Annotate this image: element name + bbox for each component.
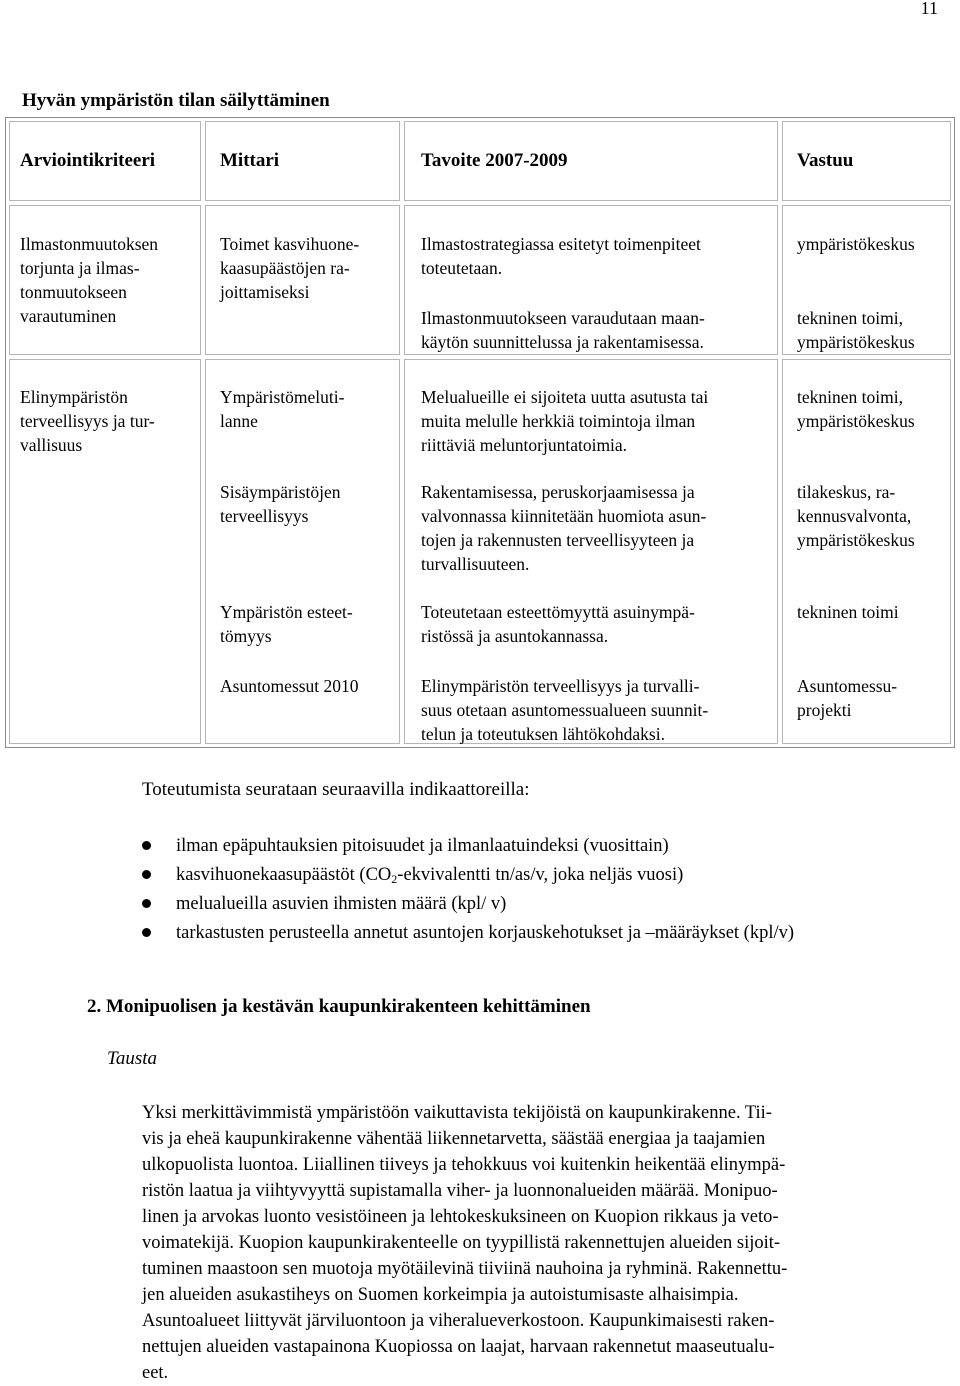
meter-noise: Ympäristömeluti- lanne: [220, 387, 345, 431]
resp-climate-adaptation: tekninen toimi, ympäristökeskus: [797, 308, 915, 352]
meter-greenhouse: Toimet kasvihuone- kaasupäästöjen ra- joittamiseksi: [220, 234, 360, 302]
goal-accessibility: Toteutetaan esteettömyyttä asuinympä- ristössä ja asuntokannassa.: [421, 602, 695, 646]
goal-climate-adaptation: Ilmastonmuutokseen varaudutaan maan- käytön suunnittelussa ja rakentamisessa.: [421, 308, 705, 352]
list-item: ilman epäpuhtauksien pitoisuudet ja ilmanlaatuindeksi (vuosittain): [142, 832, 794, 861]
column-header-meter: Mittari: [220, 150, 280, 171]
column-header-responsibility: Vastuu: [797, 150, 854, 171]
goal-indoor-health: Rakentamisessa, peruskorjaamisessa ja valvonnassa kiinnitetään huomiota asun- tojen ja rakennusten terveellisyyteen ja turvallisuuteen.: [421, 482, 707, 574]
bullet-icon: [142, 841, 151, 850]
bullet-icon: [142, 870, 151, 879]
indicators-intro: Toteutumista seurataan seuraavilla indikaattoreilla:: [142, 779, 530, 800]
list-item: kasvihuonekaasupäästöt (CO2-ekvivalentti tn/as/v, joka neljäs vuosi): [142, 861, 794, 890]
resp-accessibility: tekninen toimi: [797, 602, 899, 622]
meter-housing-fair: Asuntomessut 2010: [220, 676, 359, 696]
resp-noise: tekninen toimi, ympäristökeskus: [797, 387, 915, 431]
meter-indoor-health: Sisäympäristöjen terveellisyys: [220, 482, 341, 526]
criteria-living-environment: Elinympäristön terveellisyys ja tur- vallisuus: [20, 387, 155, 455]
meter-accessibility: Ympäristön esteet- tömyys: [220, 602, 353, 646]
page-number: 11: [920, 0, 938, 18]
resp-climate-strategy: ympäristökeskus: [797, 234, 915, 254]
list-item: tarkastusten perusteella annetut asuntojen korjauskehotukset ja –määräykset (kpl/v): [142, 919, 794, 948]
background-paragraph: Yksi merkittävimmistä ympäristöön vaikuttavista tekijöistä on kaupunkirakenne. Tii- vis ja eheä kaupunkirakenne vähentää liikennetarvetta, säästää energiaa ja taajamien ulkopuolista luontoa. Liiallinen tiiveys ja tehokkuus voi kuitenkin heikentää elinympä- ristön laatua ja viihtyvyyttä supistamalla viher- ja luonnonalueiden määrää. Monipuo- linen ja arvokas luonto vesistöineen ja lehtokeskuksineen on Kuopion rikkaus ja veto- voimatekijä. Kuopion kaupunkirakenteelle on tyypillistä rakennettujen alueiden sijoit- tuminen maastoon sen muotoja myötäilevinä tiiviinä nauhoina ja ryhminä. Rakennettu- jen alueiden asukastiheys on Suomen korkeimpia ja autoistumisaste alhaisimpia. Asuntoalueet liittyvät järviluontoon ja viheralueverkostoon. Kaupunkimaisesti raken- nettujen alueiden vastapainona Kuopiossa on laajat, harvaan rakennetut maaseutualu- eet.: [142, 1103, 788, 1383]
subheading-tausta: Tausta: [107, 1048, 157, 1069]
goal-climate-strategy: Ilmastostrategiassa esitetyt toimenpiteet toteutetaan.: [421, 234, 701, 278]
goal-housing-fair: Elinympäristön terveellisyys ja turvalli- suus otetaan asuntomessualueen suunnit- telun ja toteutuksen lähtökohdaksi.: [421, 676, 709, 744]
bullet-icon: [142, 928, 151, 937]
column-header-goal: Tavoite 2007-2009: [421, 150, 568, 171]
resp-housing-fair: Asuntomessu- projekti: [797, 676, 898, 720]
section2-title: 2. Monipuolisen ja kestävän kaupunkirakenteen kehittäminen: [87, 996, 591, 1017]
bullet-icon: [142, 899, 151, 908]
section-title: Hyvän ympäristön tilan säilyttäminen: [22, 90, 330, 111]
criteria-climate: Ilmastonmuutoksen torjunta ja ilmas- tonmuutokseen varautuminen: [20, 234, 159, 326]
goal-noise: Melualueille ei sijoiteta uutta asutusta tai muita melulle herkkiä toimintoja ilman riittäviä meluntorjuntatoimia.: [421, 387, 709, 455]
list-item: melualueilla asuvien ihmisten määrä (kpl/ v): [142, 890, 794, 919]
indicator-list: [142, 832, 794, 948]
column-header-criteria: Arviointikriteeri: [20, 150, 156, 171]
resp-indoor-health: tilakeskus, ra- kennusvalvonta, ympäristökeskus: [797, 482, 915, 550]
